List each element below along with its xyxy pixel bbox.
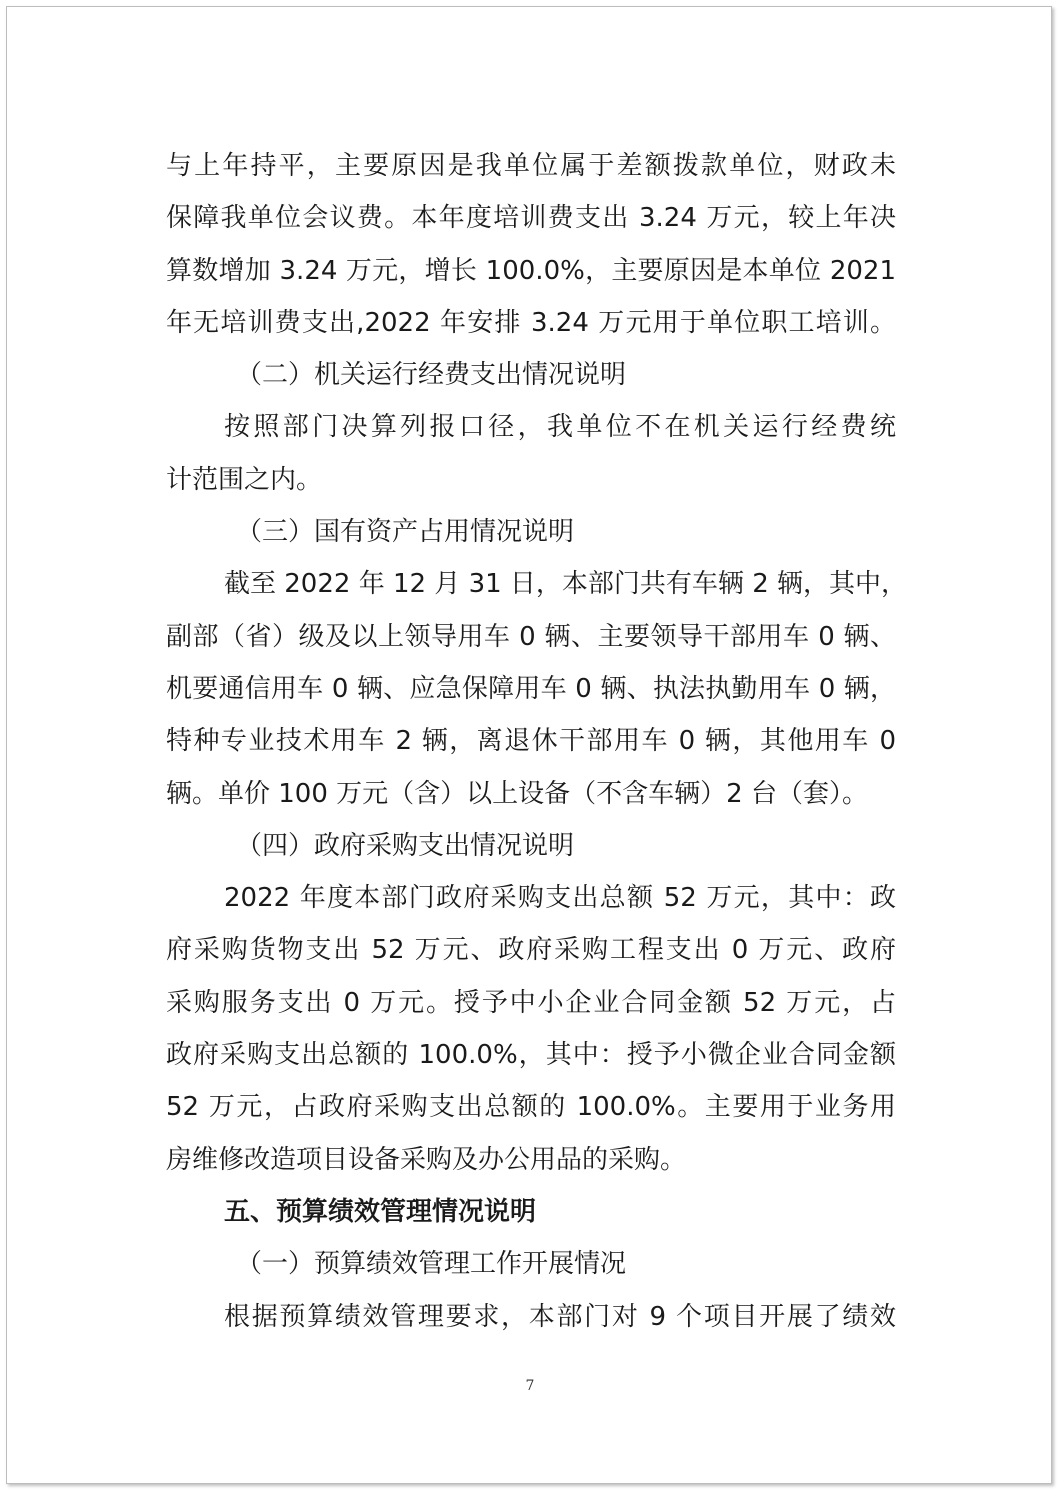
section-heading: （三）国有资产占用情况说明 xyxy=(236,517,575,548)
paragraph-line: 2022 年度本部门政府采购支出总额 52 万元，其中：政 xyxy=(224,883,896,914)
paragraph-line: 政府采购支出总额的 100.0%，其中：授予小微企业合同金额 xyxy=(166,1040,896,1071)
paragraph-line: 府采购货物支出 52 万元、政府采购工程支出 0 万元、政府 xyxy=(166,935,896,966)
section-heading: （一）预算绩效管理工作开展情况 xyxy=(236,1249,627,1280)
paragraph-line: 与上年持平，主要原因是我单位属于差额拨款单位，财政未 xyxy=(166,151,896,181)
paragraph-line: 52 万元，占政府采购支出总额的 100.0%。主要用于业务用 xyxy=(166,1092,896,1123)
document-body xyxy=(166,140,907,1343)
page-number: 7 xyxy=(525,1378,535,1394)
paragraph-line: 根据预算绩效管理要求，本部门对 9 个项目开展了绩效 xyxy=(224,1301,896,1332)
paragraph-line: 按照部门决算列报口径，我单位不在机关运行经费统 xyxy=(224,412,896,443)
paragraph-line: 机要通信用车 0 辆、应急保障用车 0 辆、执法执勤用车 0 辆， xyxy=(166,673,896,704)
paragraph-line: 采购服务支出 0 万元。授予中小企业合同金额 52 万元，占 xyxy=(166,987,896,1018)
paragraph-line: 年无培训费支出,2022 年安排 3.24 万元用于单位职工培训。 xyxy=(166,307,896,338)
section-heading: （二）机关运行经费支出情况说明 xyxy=(236,360,627,391)
paragraph-line: 计范围之内。 xyxy=(166,464,323,495)
paragraph-line: 辆。单价 100 万元（含）以上设备（不含车辆）2 台（套）。 xyxy=(166,778,868,809)
paragraph-line: 截至 2022 年 12 月 31 日，本部门共有车辆 2 辆，其中， xyxy=(224,569,907,600)
chapter-heading: 五、预算绩效管理情况说明 xyxy=(224,1196,537,1227)
paragraph-line: 算数增加 3.24 万元，增长 100.0%，主要原因是本单位 2021 xyxy=(166,255,896,286)
section-heading: （四）政府采购支出情况说明 xyxy=(236,830,575,861)
paragraph-line: 保障我单位会议费。本年度培训费支出 3.24 万元，较上年决 xyxy=(166,203,896,234)
paragraph-line: 房维修改造项目设备采购及办公用品的采购。 xyxy=(166,1144,687,1175)
paragraph-line: 副部（省）级及以上领导用车 0 辆、主要领导干部用车 0 辆、 xyxy=(166,621,896,652)
paragraph-line: 特种专业技术用车 2 辆，离退休干部用车 0 辆，其他用车 0 xyxy=(166,726,896,757)
